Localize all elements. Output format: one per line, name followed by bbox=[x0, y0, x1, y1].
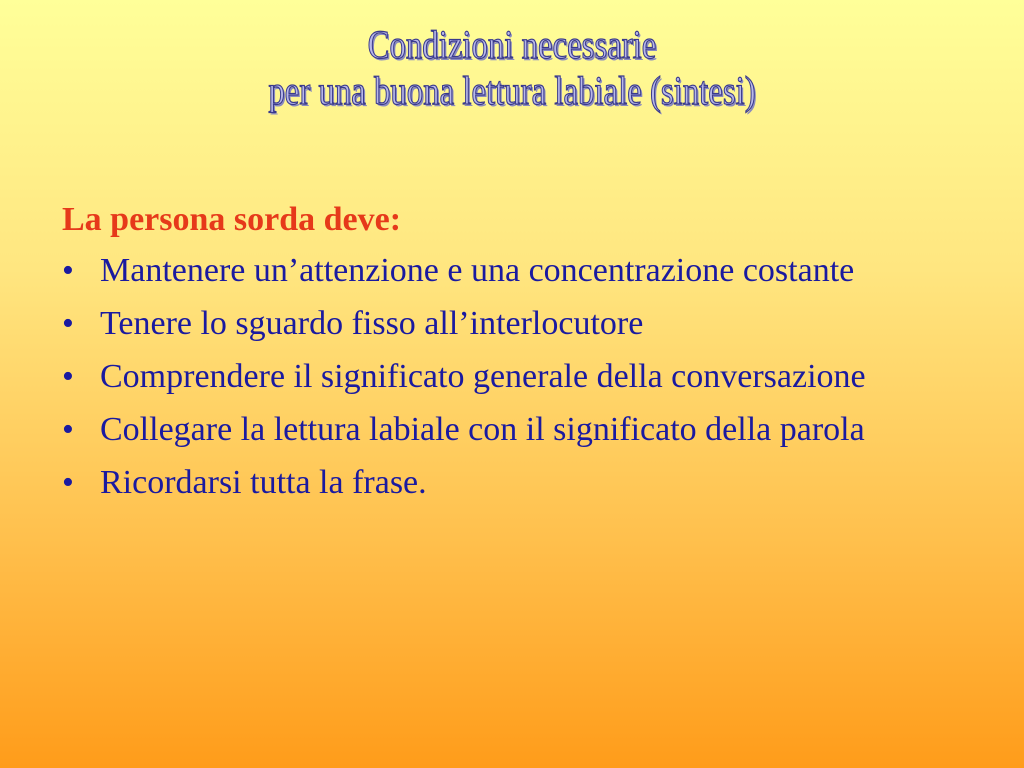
list-item-text: Mantenere un’attenzione e una concentrazione costante bbox=[100, 252, 855, 289]
list-item bbox=[62, 358, 982, 395]
bullet-icon: • bbox=[62, 305, 74, 342]
title-area bbox=[0, 0, 1024, 160]
list-item-text: Comprendere il significato generale della conversazione bbox=[100, 358, 866, 395]
slide-content bbox=[62, 196, 982, 517]
intro-heading: La persona sorda deve: bbox=[62, 201, 402, 238]
bullet-list bbox=[62, 252, 982, 501]
list-item-text: Collegare la lettura labiale con il significato della parola bbox=[100, 411, 865, 448]
list-item-text: Ricordarsi tutta la frase. bbox=[100, 464, 427, 501]
list-item-text: Tenere lo sguardo fisso all’interlocutore bbox=[100, 305, 644, 342]
bullet-icon: • bbox=[62, 464, 74, 501]
bullet-icon: • bbox=[62, 411, 74, 448]
list-item bbox=[62, 464, 982, 501]
bullet-icon: • bbox=[62, 358, 74, 395]
list-item bbox=[62, 305, 982, 342]
list-item bbox=[62, 411, 982, 448]
title-line-1: Condizioni necessarie bbox=[367, 22, 657, 67]
list-item bbox=[62, 252, 982, 289]
slide-title bbox=[61, 22, 963, 114]
title-line-2: per una buona lettura labiale (sintesi) bbox=[268, 68, 756, 113]
bullet-icon: • bbox=[62, 252, 74, 289]
